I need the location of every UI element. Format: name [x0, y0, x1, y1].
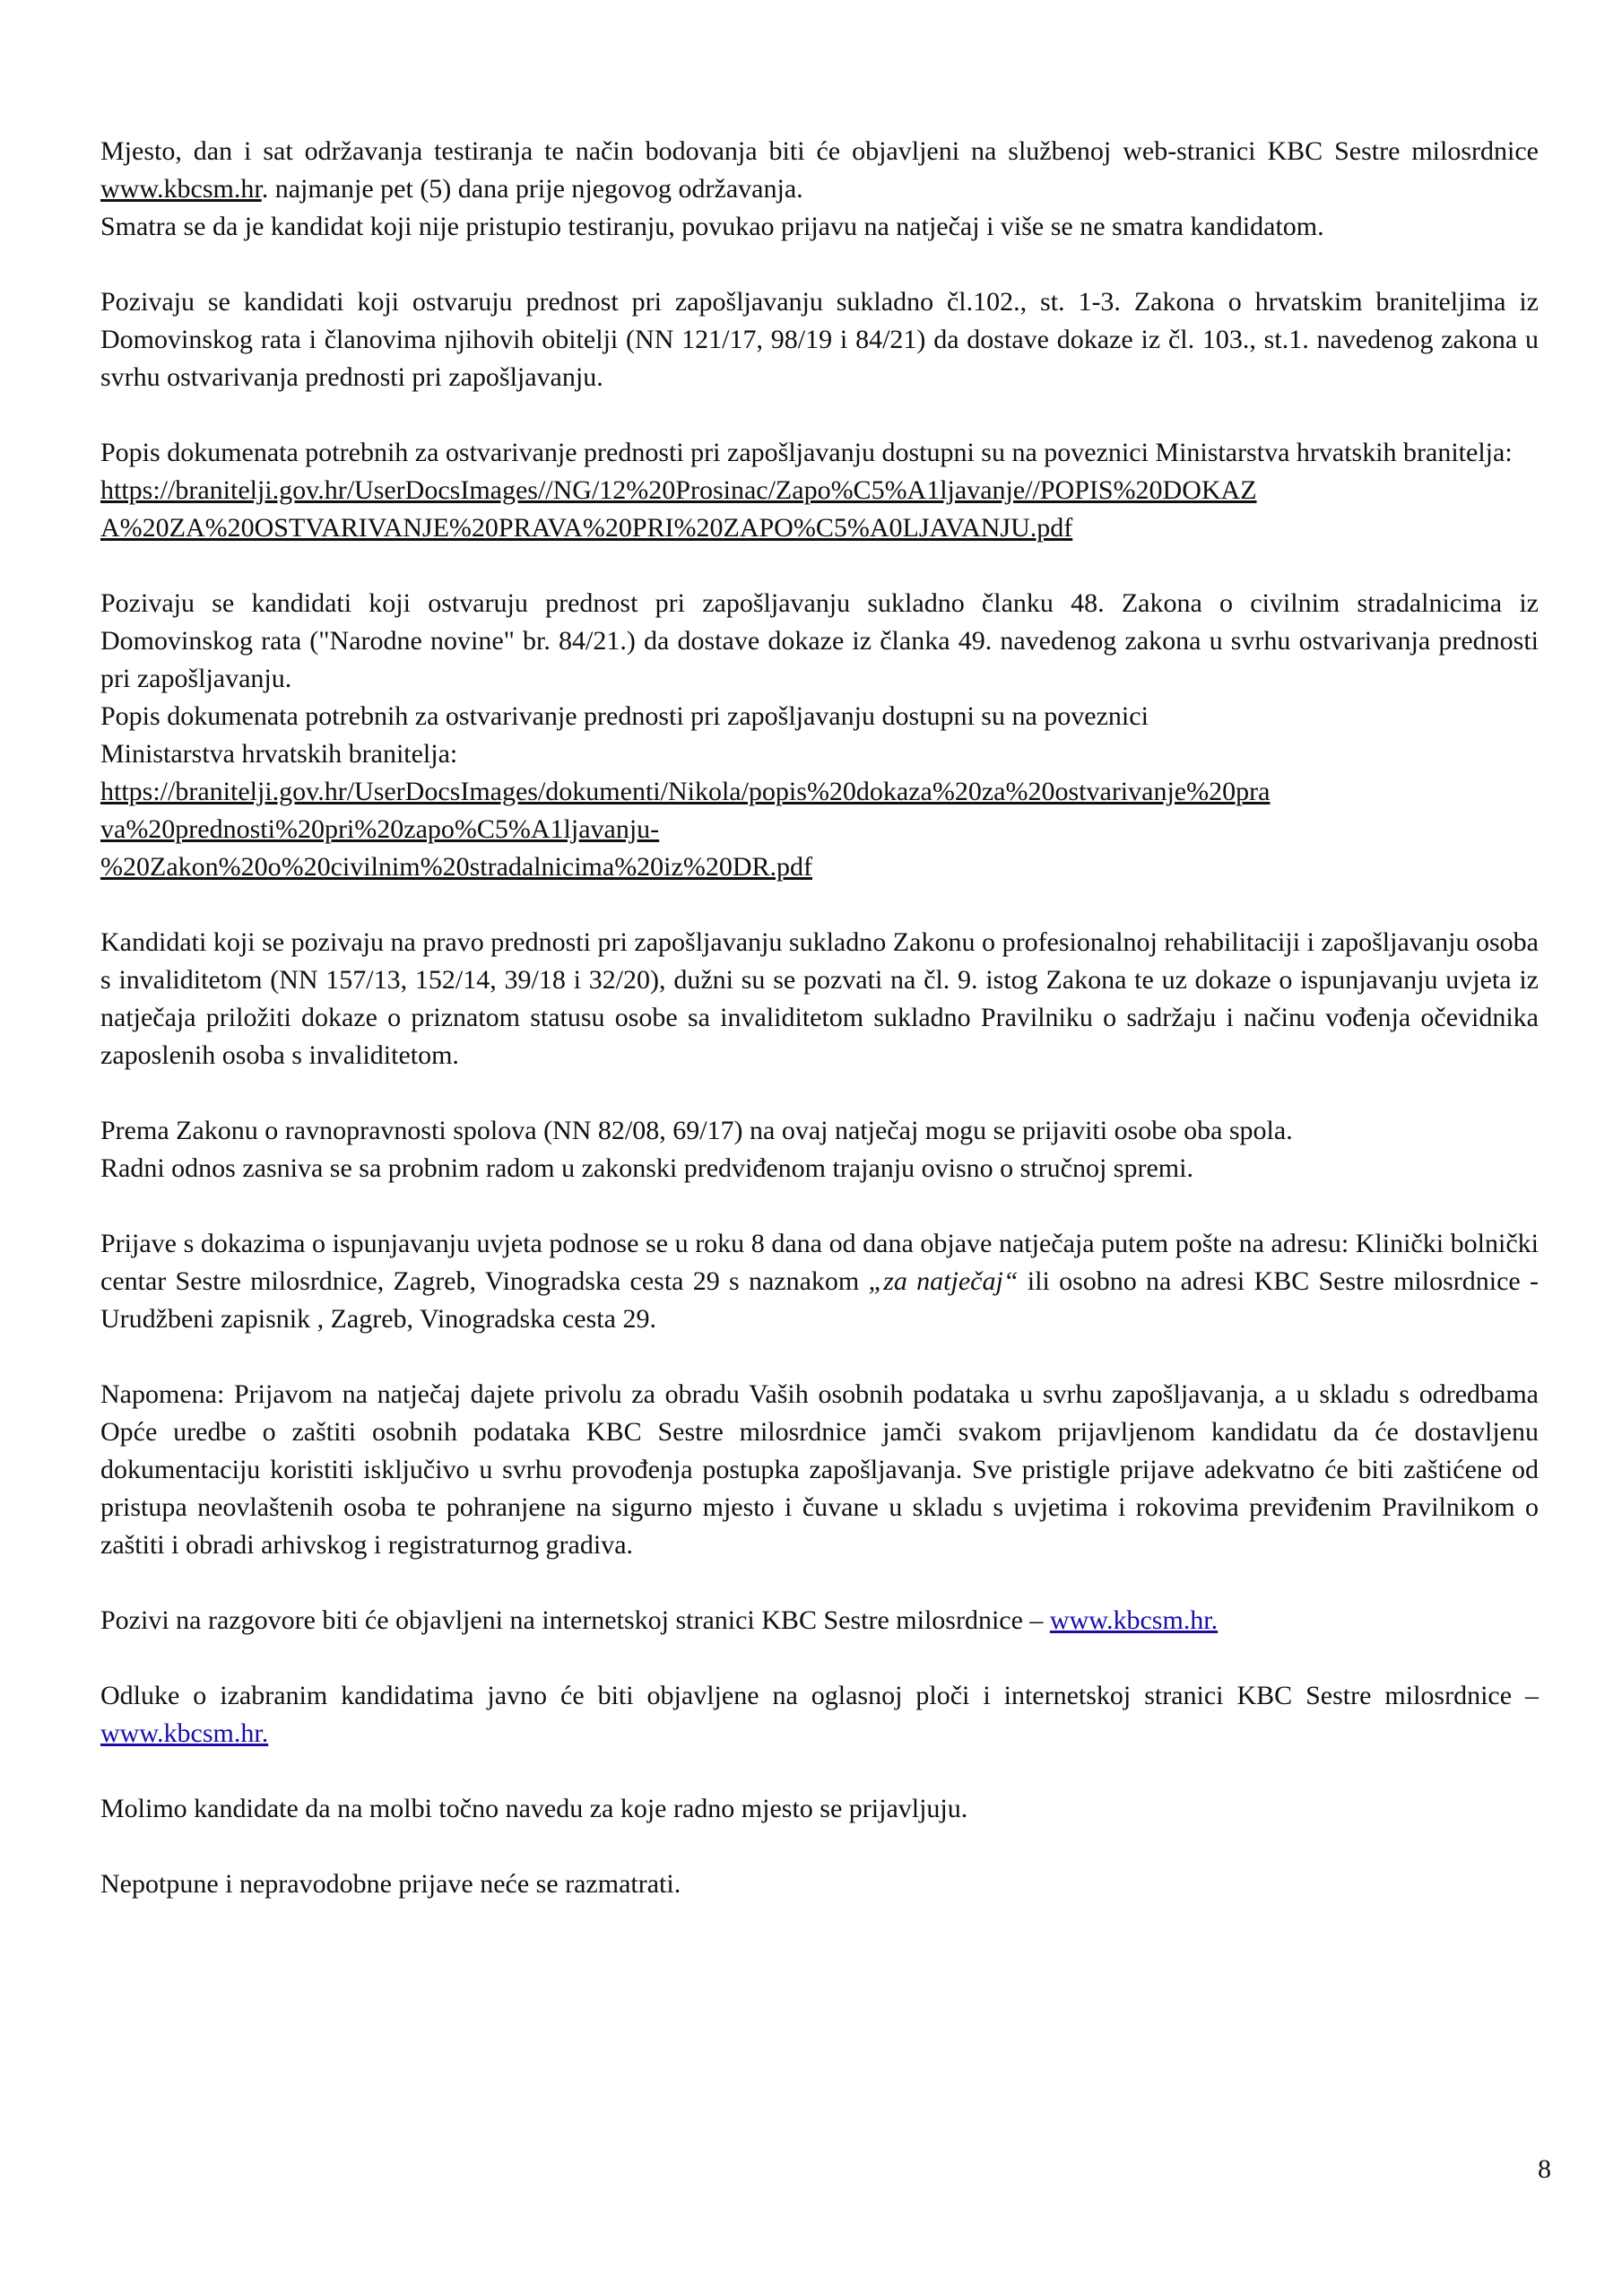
veterans-documents-link[interactable]: https://branitelji.gov.hr/UserDocsImages//NG/12%20Prosinac/Zapo%C5%A1ljavanje//POPIS%20DOKAZ A%20ZA%20OSTVARIVANJE%20PRAVA%20PRI%20ZAPO%C5%A0LJAVANJU.pdf [100, 475, 1257, 543]
page-number: 8 [1538, 2154, 1551, 2184]
paragraph-veterans-documents [100, 434, 1539, 547]
paragraph-position-note: Molimo kandidate da na molbi točno navedu za koje radno mjesto se prijavljuju. [100, 1794, 968, 1823]
paragraph-disability-priority: Kandidati koji se pozivaju na pravo prednosti pri zapošljavanju sukladno Zakonu o profesionalnoj rehabilitaciji i zapošljavanju osoba s invaliditetom (NN 157/13, 152/14, 39/18 i 32/20), dužni su se pozvati na čl. 9. istog Zakona te uz dokaze o ispunjavanju uvjeta iz natječaja priložiti dokaze o priznatom statusu osobe sa invaliditetom sukladno Pravilniku o sadržaju i načinu vođenja očevidnika zaposlenih osoba s invaliditetom. [100, 927, 1539, 1070]
civilian-victims-documents-link[interactable]: https://branitelji.gov.hr/UserDocsImages/dokumenti/Nikola/popis%20dokaza%20za%20ostvarivanje%20pra va%20prednosti%20pri%20zapo%C5%A1ljavanju- %20Zakon%20o%20civilnim%20stradalnicima%20iz%20DR.pdf [100, 777, 1271, 882]
paragraph-text: Prijave s dokazima o ispunjavanju uvjeta podnose se u roku 8 dana od dana objave natječaja putem pošte na adresu: Klinički bolnički centar Sestre milosrdnice, Zagreb, Vinogradska cesta 29 s naznakom [100, 1229, 1539, 1296]
paragraph-testing-info [100, 133, 1539, 208]
paragraph-civilian-victims-documents [100, 698, 1539, 886]
paragraph-text: Popis dokumenata potrebnih za ostvarivanje prednosti pri zapošljavanju dostupni su na poveznici Ministarstva hrvatskih branitelja: [100, 438, 1513, 467]
kbcsm-link[interactable]: www.kbcsm.hr. [100, 1718, 269, 1748]
paragraph-incomplete-applications: Nepotpune i nepravodobne prijave neće se razmatrati. [100, 1869, 681, 1899]
paragraph-text: Mjesto, dan i sat održavanja testiranja te način bodovanja biti će objavljeni na službenoj web-stranici KBC Sestre milosrdnice [100, 136, 1539, 166]
paragraph-text: Popis dokumenata potrebnih za ostvarivanje prednosti pri zapošljavanju dostupni su na poveznici [100, 701, 1149, 731]
paragraph-text: . najmanje pet (5) dana prije njegovog održavanja. [261, 174, 803, 204]
paragraph-interviews [100, 1602, 1539, 1639]
paragraph-gender-equality [100, 1112, 1539, 1187]
document-body [100, 133, 1539, 1941]
paragraph-decisions [100, 1677, 1539, 1752]
paragraph-text: Ministarstva hrvatskih branitelja: [100, 739, 458, 769]
paragraph-text: Radni odnos zasniva se sa probnim radom u zakonski predviđenom trajanju ovisno o stručnoj spremi. [100, 1153, 1193, 1183]
paragraph-withdrawal: Smatra se da je kandidat koji nije pristupio testiranju, povukao prijavu na natječaj i više se ne smatra kandidatom. [100, 212, 1324, 241]
paragraph-text: Odluke o izabranim kandidatima javno će biti objavljene na oglasnoj ploči i internetskoj stranici KBC Sestre milosrdnice – [100, 1681, 1539, 1710]
kbcsm-link[interactable]: www.kbcsm.hr. [1049, 1605, 1219, 1635]
quoted-label: „za natječaj“ [868, 1266, 1019, 1296]
paragraph-veterans-priority: Pozivaju se kandidati koji ostvaruju prednost pri zapošljavanju sukladno čl.102., st. 1-3. Zakona o hrvatskim braniteljima iz Domovinskog rata i članovima njihovih obitelji (NN 121/17, 98/19 i 84/21) da dostave dokaze iz čl. 103., st.1. navedenog zakona u svrhu ostvarivanja prednosti pri zapošljavanju. [100, 287, 1539, 392]
paragraph-application-submission [100, 1225, 1539, 1338]
paragraph-text: Prema Zakonu o ravnopravnosti spolova (NN 82/08, 69/17) na ovaj natječaj mogu se prijaviti osobe oba spola. [100, 1116, 1293, 1145]
paragraph-privacy-note: Napomena: Prijavom na natječaj dajete privolu za obradu Vaših osobnih podataka u svrhu zapošljavanja, a u skladu s odredbama Opće uredbe o zaštiti osobnih podataka KBC Sestre milosrdnice jamči svakom prijavljenom kandidatu da će dostavljenu dokumentaciju koristiti isključivo u svrhu provođenja postupka zapošljavanja. Sve pristigle prijave adekvatno će biti zaštićene od pristupa neovlaštenih osoba te pohranjene na sigurno mjesto i čuvane u skladu s uvjetima i rokovima previđenim Pravilnikom o zaštiti i obradi arhivskog i registraturnog gradiva. [100, 1379, 1539, 1560]
kbcsm-link[interactable]: www.kbcsm.hr [100, 174, 262, 204]
paragraph-civilian-victims-priority: Pozivaju se kandidati koji ostvaruju prednost pri zapošljavanju sukladno članku 48. Zakona o civilnim stradalnicima iz Domovinskog rata ("Narodne novine" br. 84/21.) da dostave dokaze iz članka 49. navedenog zakona u svrhu ostvarivanja prednosti pri zapošljavanju. [100, 588, 1539, 693]
paragraph-text: Pozivi na razgovore biti će objavljeni na internetskoj stranici KBC Sestre milosrdnice – [100, 1605, 1050, 1635]
paragraph-text: ili osobno na adresi KBC Sestre milosrdnice - Urudžbeni zapisnik , Zagreb, Vinogradska cesta 29. [100, 1266, 1539, 1334]
